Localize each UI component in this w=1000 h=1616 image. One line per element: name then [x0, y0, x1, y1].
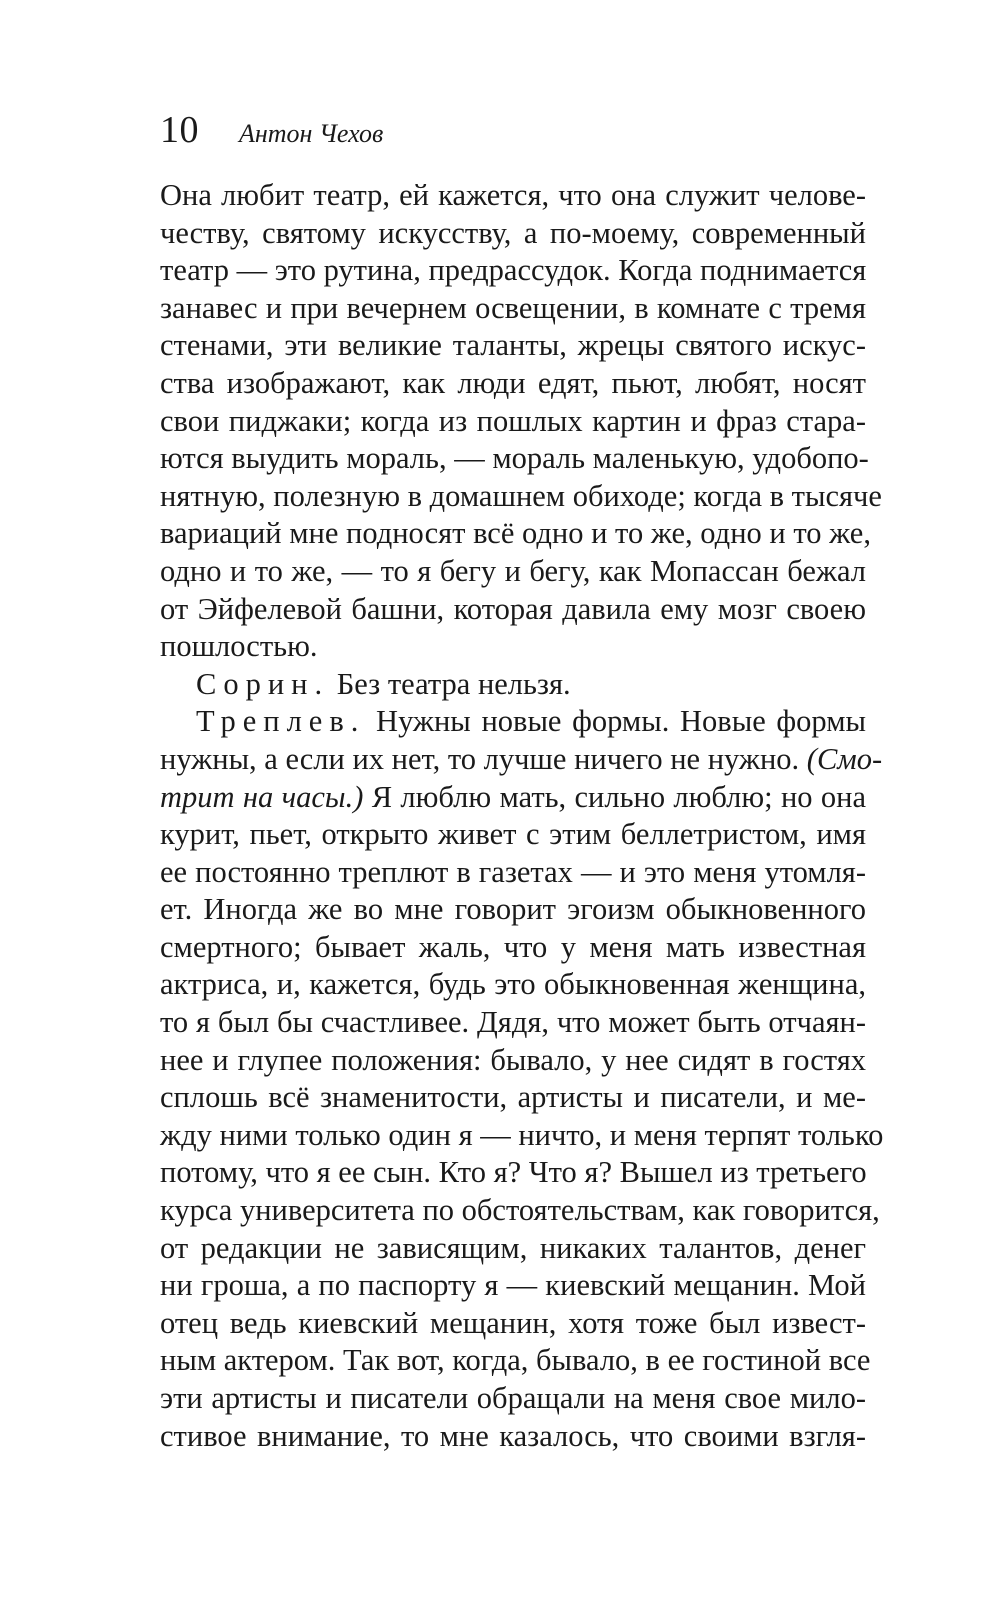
text-line: ства изображают, как люди едят, пьют, любят, носят: [160, 365, 866, 400]
speaker-name: Треплев.: [196, 704, 366, 739]
text-line: то я был бы счастливее. Дядя, что может быть отчаян-: [160, 1005, 866, 1040]
text-line: стенами, эти великие таланты, жрецы святого искус-: [160, 328, 866, 363]
dialogue-text: нужны, а если их нет, то лучше ничего не нужно.: [160, 741, 807, 776]
text-line: стивое внимание, то мне казалось, что своими взгля-: [160, 1418, 866, 1453]
text-line: отец ведь киевский мещанин, хотя тоже был извест-: [160, 1305, 866, 1340]
text-line: [160, 703, 866, 741]
paragraph-monologue-start: [160, 177, 882, 666]
text-line: курит, пьет, открыто живет с этим беллетристом, имя: [160, 817, 866, 852]
paragraph-treplev: [160, 703, 884, 1455]
text-line: пошлостью.: [160, 629, 318, 664]
text-line: смертного; бывает жаль, что у меня мать известная: [160, 929, 866, 964]
dialogue-text: Нужны новые формы. Новые формы: [365, 704, 866, 739]
running-head-author: Антон Чехов: [239, 119, 384, 148]
text-line: ее постоянно треплют в газетах — и это меня утомля-: [160, 854, 866, 889]
stage-direction: (Смо-: [806, 741, 883, 776]
text-line: актриса, и, кажется, будь это обыкновенная женщина,: [160, 967, 866, 1002]
dialogue-text: Без театра нельзя.: [329, 666, 571, 701]
text-line: потому, что я ее сын. Кто я? Что я? Вышел из третьего: [160, 1155, 867, 1190]
text-line: от Эйфелевой башни, которая давила ему мозг своею: [160, 591, 866, 626]
text-line: нее и глупее положения: бывало, у нее сидят в гостях: [160, 1042, 866, 1077]
text-line: курса университета по обстоятельствам, как говорится,: [160, 1193, 880, 1228]
speaker-name: Сорин.: [196, 666, 330, 701]
text-line: эти артисты и писатели обращали на меня свое мило-: [160, 1381, 866, 1415]
text-line: свои пиджаки; когда из пошлых картин и фраз стара-: [160, 403, 866, 438]
dialogue-text: Я люблю мать, сильно люблю; но она: [363, 779, 866, 814]
text-line: ным актером. Так вот, когда, бывало, в ее гостиной все: [160, 1343, 871, 1378]
paragraph-sorin: [160, 666, 866, 704]
stage-direction: трит на часы.): [160, 779, 364, 814]
text-line: [160, 741, 883, 779]
text-line: Она любит театр, ей кажется, что она служит челове-: [160, 178, 866, 212]
text-line: честву, святому искусству, а по-моему, современный: [160, 215, 866, 250]
text-line: жду ними только один я — ничто, и меня терпят только: [160, 1117, 884, 1152]
text-line: вариаций мне подносят всё одно и то же, одно и то же,: [160, 516, 871, 551]
text-line: ет. Иногда же во мне говорит эгоизм обыкновенного: [160, 892, 866, 927]
text-line: от редакции не зависящим, никаких талантов, денег: [160, 1230, 866, 1265]
text-line: одно и то же, — то я бегу и бегу, как Мопассан бежал: [160, 553, 866, 588]
body-text: [160, 177, 884, 1455]
text-line: сплошь всё знаменитости, артисты и писатели, и ме-: [160, 1080, 866, 1115]
page-number: 10: [160, 109, 199, 151]
text-line: [160, 779, 866, 817]
text-line: ются выудить мораль, — мораль маленькую, удобопо-: [160, 441, 869, 476]
text-line: занавес и при вечернем освещении, в комнате с тремя: [160, 290, 866, 325]
text-line: ни гроша, а по паспорту я — киевский мещанин. Мой: [160, 1268, 866, 1303]
running-header: [160, 108, 383, 158]
text-line: театр — это рутина, предрассудок. Когда поднимается: [160, 253, 867, 288]
text-line: нятную, полезную в домашнем обиходе; когда в тысяче: [160, 478, 882, 513]
